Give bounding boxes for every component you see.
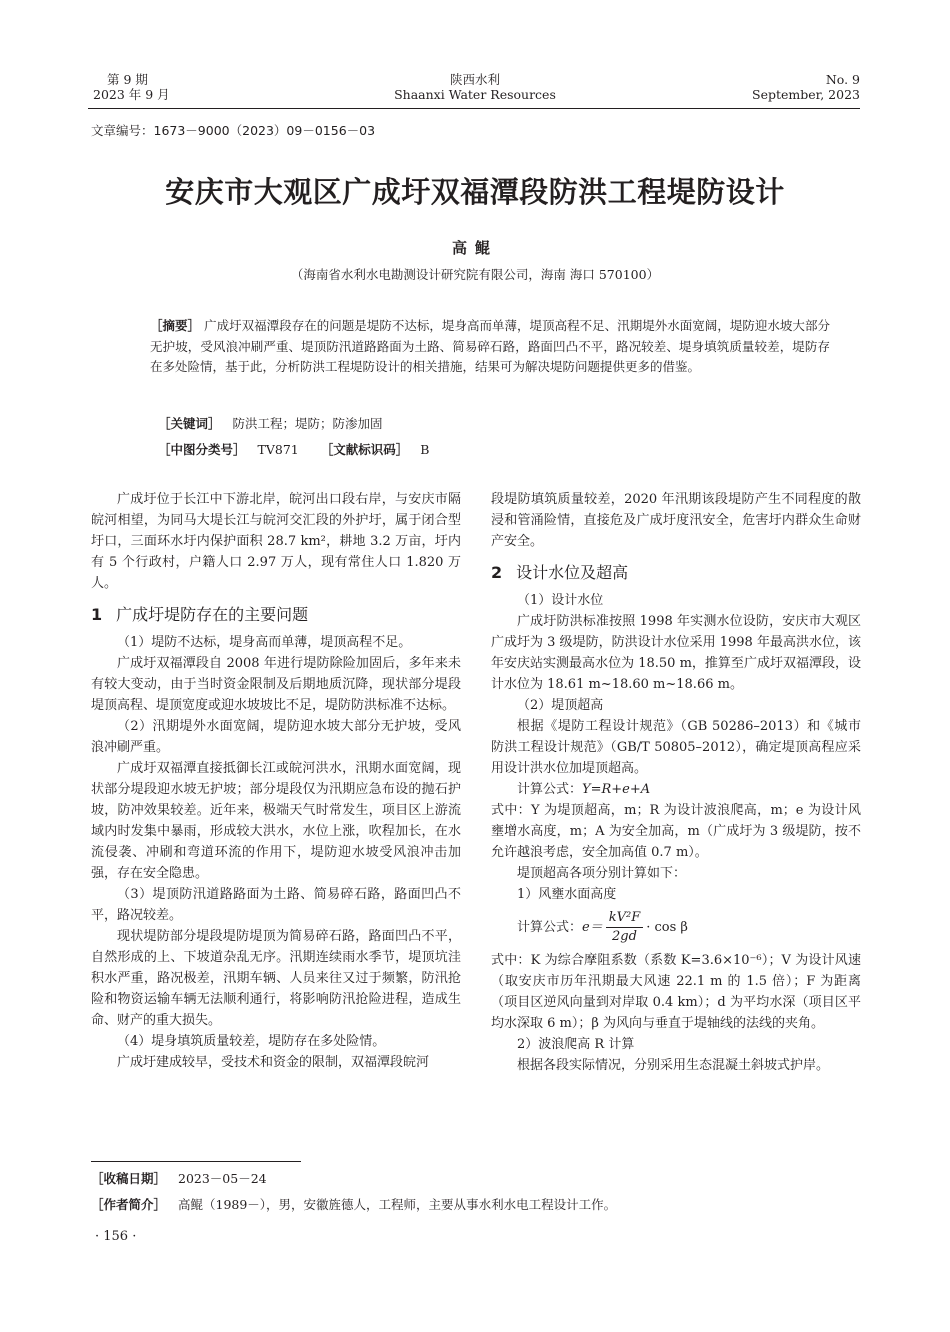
paragraph: 广成圩建成较早，受技术和资金的限制，双福潭段皖河 bbox=[117, 1055, 430, 1070]
paragraph: 式中：K 为综合摩阻系数（系数 K=3.6×10⁻⁶）；V 为设计风速（取安庆市历年汛期最大风速 22.1 m 的 1.5 倍）；F 为距离（项目区逆风向量到对岸取 0.4 km）；d 为平均水深（项目区平均水深取 6 m）；β 为风向与垂直于堤轴线的法线的夹角。 bbox=[491, 953, 861, 1031]
section-2-title: 设计水位及超高 bbox=[516, 563, 629, 582]
section-1-heading bbox=[91, 604, 461, 626]
problem-1: （1）堤防不达标，堤身高而单薄，堤顶高程不足。 bbox=[117, 635, 412, 650]
author-name: 高鲲 bbox=[451, 239, 498, 257]
received-date: 2023－05－24 bbox=[178, 1171, 267, 1186]
footnote-rule bbox=[91, 1161, 301, 1162]
formula-fraction bbox=[606, 909, 644, 946]
problem-3: （3）堤顶防汛道路路面为土路、简易碎石路，路面凹凸不平，路况较差。 bbox=[91, 887, 461, 923]
section-1-title: 广成圩堤防存在的主要问题 bbox=[116, 605, 309, 624]
formula-denominator: 2gd bbox=[612, 929, 637, 944]
journal-name-cn: 陕西水利 bbox=[449, 72, 500, 87]
formula-expression: Y=R+e+A bbox=[582, 782, 651, 797]
formula-lhs: e＝ bbox=[582, 920, 603, 935]
header-rule bbox=[88, 108, 860, 109]
paragraph-continued: 段堤防填筑质量较差，2020 年汛期该段堤防产生不同程度的散浸和管涌险情，直接危及广成圩度汛安全，危害圩内群众生命财产安全。 bbox=[491, 492, 861, 549]
header-journal bbox=[300, 72, 650, 102]
paragraph: 现状堤防部分堤段堤防堤顶为简易碎石路，路面凹凸不平，自然形成的上、下坡道杂乱无序。汛期连续雨水季节，堤顶坑洼积水严重，路况极差，汛期车辆、人员来往又过于频繁，防汛抢险和物资运输车辆无法顺利通行，将影响防汛抢险进程，造成生命、财产的重大损失。 bbox=[91, 929, 461, 1028]
header-issue-en bbox=[752, 72, 860, 102]
footnote-received bbox=[91, 1169, 267, 1187]
doc-code: B bbox=[420, 442, 430, 457]
clc-code: TV871 bbox=[257, 442, 299, 457]
footnote-author bbox=[91, 1195, 616, 1213]
keywords: 防洪工程；堤防；防渗加固 bbox=[232, 416, 383, 431]
issue-date-cn: 2023 年 9 月 bbox=[93, 87, 170, 102]
keywords-line bbox=[158, 414, 383, 432]
formula-label: 计算公式： bbox=[517, 920, 583, 935]
section-2-heading bbox=[491, 562, 861, 584]
issue-number-cn: 第 9 期 bbox=[107, 72, 148, 87]
right-column bbox=[491, 489, 861, 1076]
author-affiliation: （海南省水利水电勘测设计研究院有限公司，海南 海口 570100） bbox=[290, 267, 660, 282]
problem-4: （4）堤身填筑质量较差，堤防存在多处险情。 bbox=[117, 1034, 386, 1049]
received-label: ［收稿日期］ bbox=[91, 1171, 167, 1186]
left-column bbox=[91, 489, 461, 1073]
formula-label: 计算公式： bbox=[517, 782, 583, 797]
abstract-text: 广成圩双福潭段存在的问题是堤防不达标，堤身高而单薄，堤顶高程不足、汛期堤外水面宽阔，堤防迎水坡大部分无护坡，受风浪冲刷严重、堤顶防汛道路路面为土路、简易碎石路，路面凹凸不平，路况较差、堤身填筑质量较差，堤防存在多处险情，基于此，分析防洪工程堤防设计的相关措施，结果可为解决堤防问题提供更多的借鉴。 bbox=[150, 318, 830, 374]
subsection-crest-freeboard: （2）堤顶超高 bbox=[517, 698, 604, 713]
sub-item-wave-runup: 2）波浪爬高 R 计算 bbox=[517, 1037, 635, 1052]
header-issue-cn bbox=[93, 72, 170, 102]
keywords-label: ［关键词］ bbox=[158, 416, 221, 431]
clc-label: ［中图分类号］ bbox=[158, 442, 246, 457]
intro-paragraph: 广成圩位于长江中下游北岸，皖河出口段右岸，与安庆市隔皖河相望，为同马大堤长江与皖河交汇段的外护圩，属于闭合型圩口，三面环水圩内保护面积 28.7 km²，耕地 3.2 万亩，圩内有 5 个行政村，户籍人口 2.97 万人，现有常住人口 1.820 万人。 bbox=[91, 492, 461, 591]
abstract-label: ［摘要］ bbox=[150, 318, 201, 333]
classification-line bbox=[158, 440, 429, 458]
section-1-number: 1 bbox=[91, 605, 103, 624]
author-bio-label: ［作者简介］ bbox=[91, 1197, 167, 1212]
formula-tail: · cos β bbox=[646, 920, 688, 935]
article-number: 文章编号：1673－9000（2023）09－0156－03 bbox=[91, 123, 376, 138]
paragraph: 根据《堤防工程设计规范》（GB 50286–2013）和《城市防洪工程设计规范》（GB/T 50805–2012），确定堤顶高程应采用设计洪水位加堤顶超高。 bbox=[491, 719, 861, 776]
issue-date-en: September, 2023 bbox=[752, 87, 860, 102]
page-number: · 156 · bbox=[95, 1229, 137, 1244]
formula-wind-setup bbox=[491, 909, 861, 946]
doc-code-label: ［文献标识码］ bbox=[320, 442, 409, 457]
paragraph: 堤顶超高各项分别计算如下： bbox=[517, 866, 687, 881]
paper-title: 安庆市大观区广成圩双福潭段防洪工程堤防设计 bbox=[165, 175, 785, 209]
abstract bbox=[150, 316, 830, 378]
formula-freeboard bbox=[491, 779, 861, 800]
paragraph: 根据各段实际情况，分别采用生态混凝土斜坡式护岸。 bbox=[517, 1058, 830, 1073]
journal-name-en: Shaanxi Water Resources bbox=[394, 87, 556, 102]
paragraph: 式中：Y 为堤顶超高，m；R 为设计波浪爬高，m；e 为设计风壅增水高度，m；A 为安全加高，m（广成圩为 3 级堤防，按不允许越浪考虑，安全加高值 0.7 m）。 bbox=[491, 803, 861, 860]
section-2-number: 2 bbox=[491, 563, 503, 582]
subsection-design-water-level: （1）设计水位 bbox=[517, 593, 604, 608]
paragraph: 广成圩防洪标准按照 1998 年实测水位设防，安庆市大观区广成圩为 3 级堤防，防洪设计水位采用 1998 年最高洪水位，该年安庆站实测最高水位为 18.50 m，推算至广成圩双福潭段，设计水位为 18.61 m~18.60 m~18.66 m。 bbox=[491, 614, 861, 692]
sub-item-wind-setup: 1）风壅水面高度 bbox=[517, 887, 617, 902]
formula-numerator: kV²F bbox=[606, 909, 644, 928]
author-bio: 高鲲（1989－），男，安徽旌德人，工程师，主要从事水利水电工程设计工作。 bbox=[178, 1197, 617, 1212]
paragraph: 广成圩双福潭直接抵御长江或皖河洪水，汛期水面宽阔，现状部分堤段迎水坡无护坡；部分堤段仅为汛期应急布设的抛石护坡，防冲效果较差。近年来，极端天气时常发生，项目区上游流域内时发集中暴雨，形成较大洪水，水位上涨，吹程加长，在水流侵袭、冲刷和弯道环流的作用下，堤防迎水坡受风浪冲击加强，存在安全隐患。 bbox=[91, 761, 461, 881]
issue-number-en: No. 9 bbox=[825, 72, 860, 87]
paragraph: 广成圩双福潭段自 2008 年进行堤防除险加固后，多年来未有较大变动，由于当时资金限制及后期地质沉降，现状部分堤段堤顶高程、堤顶宽度或迎水坡坡比不足，堤防防洪标准不达标。 bbox=[91, 656, 461, 713]
problem-2: （2）汛期堤外水面宽阔，堤防迎水坡大部分无护坡，受风浪冲刷严重。 bbox=[91, 719, 461, 755]
